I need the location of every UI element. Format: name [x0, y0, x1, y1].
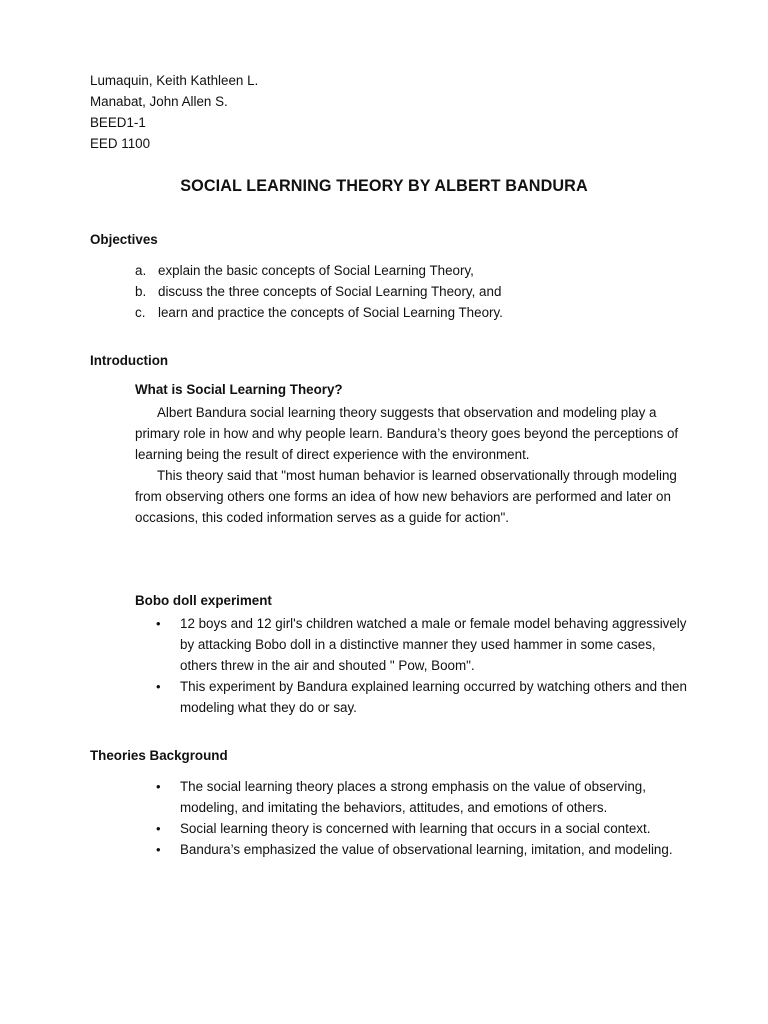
list-item-text: This experiment by Bandura explained learning occurred by watching others and then modeling what they do or say.: [180, 679, 687, 715]
document-title: SOCIAL LEARNING THEORY BY ALBERT BANDURA: [180, 177, 588, 195]
introduction-paragraph-1: Albert Bandura social learning theory suggests that observation and modeling play a primary role in how and why people learn. Bandura’s theory goes beyond the perceptions of learning being the result of direct experience with the environment.: [135, 405, 679, 462]
objective-text: learn and practice the concepts of Social Learning Theory.: [158, 305, 503, 320]
theories-background-heading: Theories Background: [90, 748, 228, 763]
introduction-body: [135, 402, 690, 528]
list-item-text: Bandura’s emphasized the value of observational learning, imitation, and modeling.: [180, 842, 673, 857]
bobo-doll-heading: Bobo doll experiment: [135, 593, 272, 608]
bullet-icon: •: [156, 842, 161, 857]
objective-item: [135, 281, 503, 302]
list-item-text: The social learning theory places a strong emphasis on the value of observing, modeling, and imitating the behaviors, attitudes, and emotions of others.: [180, 779, 646, 815]
list-item: [135, 839, 690, 860]
bullet-icon: •: [156, 779, 161, 794]
objectives-heading: Objectives: [90, 232, 158, 247]
objectives-list: [135, 260, 503, 323]
list-item: [135, 776, 690, 818]
list-item: [135, 676, 690, 718]
bullet-icon: •: [156, 679, 161, 694]
objective-item: [135, 260, 503, 281]
list-item: [135, 613, 690, 676]
what-is-slt-subheading: What is Social Learning Theory?: [135, 382, 343, 397]
objective-marker: c.: [135, 305, 146, 320]
objective-text: explain the basic concepts of Social Learning Theory,: [158, 263, 474, 278]
objective-marker: a.: [135, 263, 147, 278]
author-block: [90, 70, 258, 154]
author-name-2: Manabat, John Allen S.: [90, 94, 228, 109]
objective-item: [135, 302, 503, 323]
theories-background-list: [135, 776, 690, 860]
introduction-heading: Introduction: [90, 353, 169, 368]
introduction-paragraph-2: This theory said that "most human behavior is learned observationally through modeling from observing others one forms an idea of how new behaviors are performed and later on occasions, this coded information serves as a guide for action".: [135, 468, 677, 525]
bullet-icon: •: [156, 616, 161, 631]
course-code: EED 1100: [90, 136, 151, 151]
bullet-icon: •: [156, 821, 161, 836]
section-code: BEED1-1: [90, 115, 146, 130]
list-item: [135, 818, 690, 839]
list-item-text: 12 boys and 12 girl's children watched a male or female model behaving aggressively by attacking Bobo doll in a distinctive manner they used hammer in some cases, others threw in the air and shouted " Pow, Boom".: [180, 616, 687, 673]
author-name-1: Lumaquin, Keith Kathleen L.: [90, 73, 259, 88]
objective-marker: b.: [135, 284, 147, 299]
list-item-text: Social learning theory is concerned with learning that occurs in a social context.: [180, 821, 651, 836]
bobo-doll-list: [135, 613, 690, 718]
objective-text: discuss the three concepts of Social Learning Theory, and: [158, 284, 502, 299]
